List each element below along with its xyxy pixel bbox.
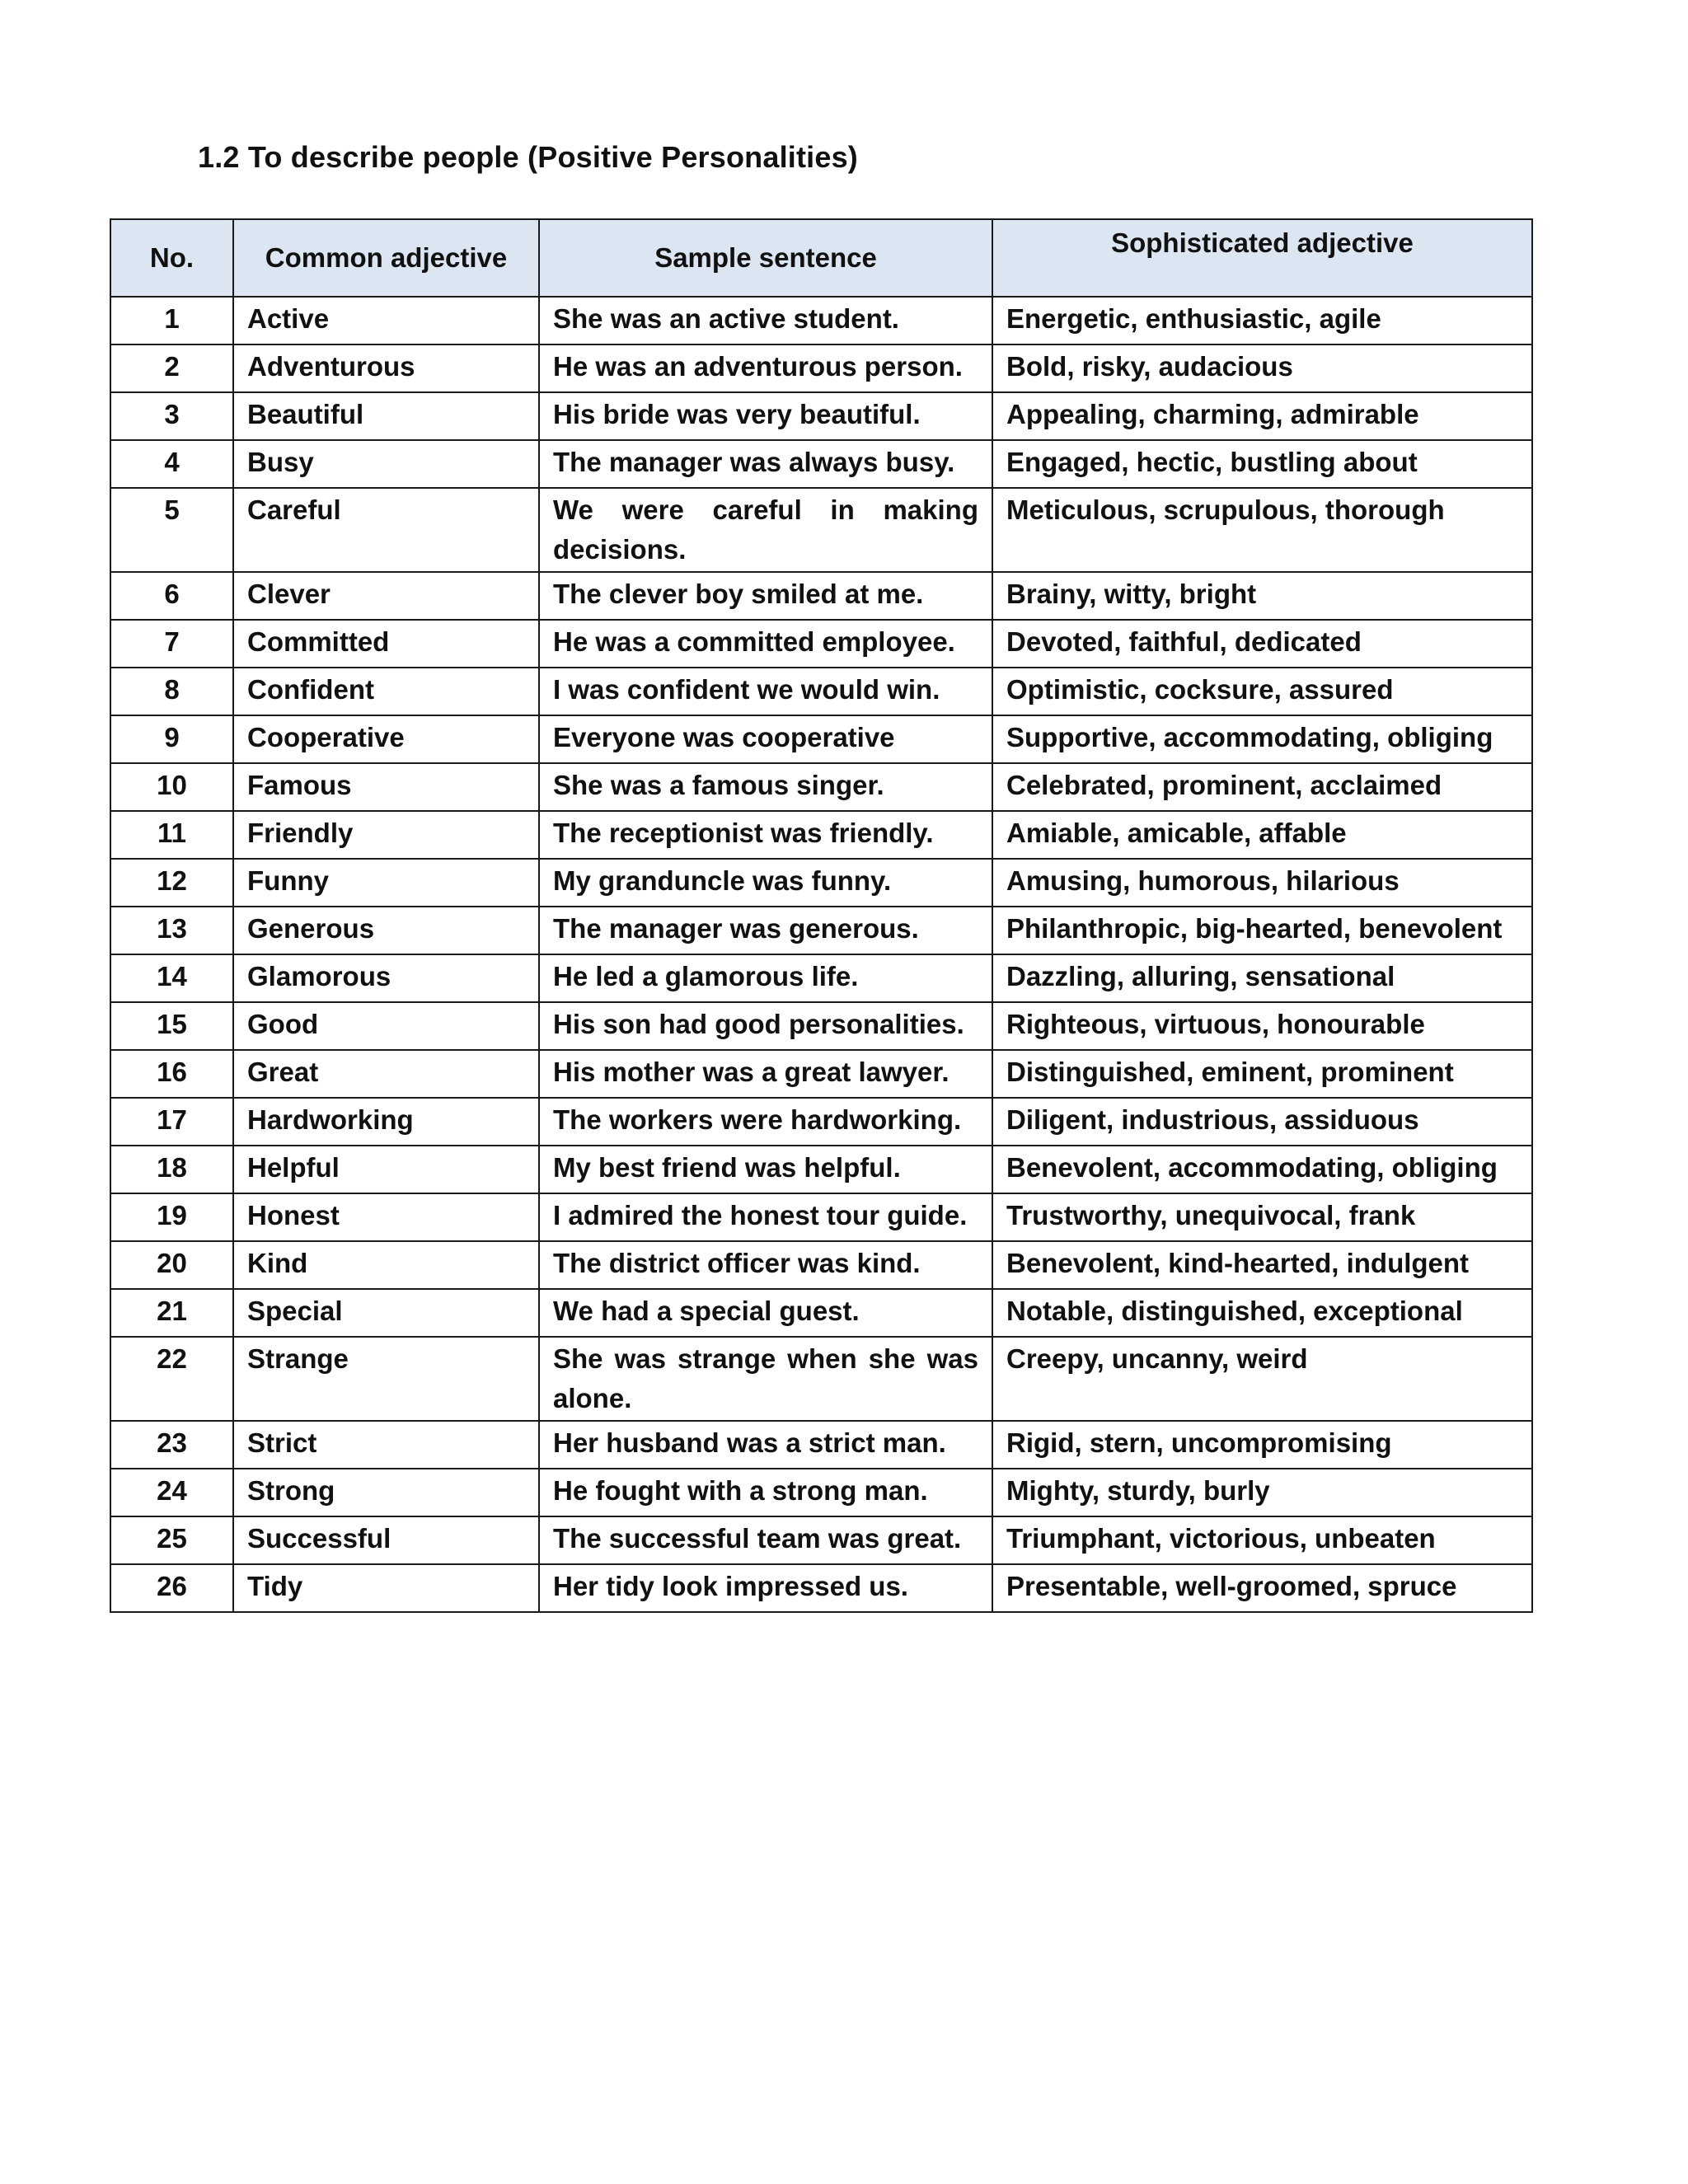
row-number: 13 [110,907,233,954]
row-number: 22 [110,1337,233,1421]
table-row [110,1050,1532,1098]
sample-sentence-cell: I was confident we would win. [539,668,992,715]
row-number: 11 [110,811,233,859]
sophisticated-adjective-cell: Amusing, humorous, hilarious [992,859,1532,907]
common-adjective-cell: Kind [233,1241,539,1289]
header-no: No. [110,219,233,297]
table-row [110,763,1532,811]
common-adjective-cell: Adventurous [233,344,539,392]
common-adjective-cell: Strict [233,1421,539,1469]
common-adjective-cell: Careful [233,488,539,572]
sample-sentence-cell: Everyone was cooperative [539,715,992,763]
sophisticated-adjective-cell: Dazzling, alluring, sensational [992,954,1532,1002]
common-adjective-cell: Helpful [233,1146,539,1193]
sample-sentence-cell: His bride was very beautiful. [539,392,992,440]
table-row [110,440,1532,488]
common-adjective-cell: Tidy [233,1564,539,1612]
common-adjective-cell: Honest [233,1193,539,1241]
header-sample-sentence: Sample sentence [539,219,992,297]
sample-sentence-cell: My best friend was helpful. [539,1146,992,1193]
table-header [110,219,1532,297]
sample-sentence-cell: The clever boy smiled at me. [539,572,992,620]
sample-sentence-cell: Her tidy look impressed us. [539,1564,992,1612]
table-row [110,1193,1532,1241]
header-row [110,219,1532,297]
row-number: 15 [110,1002,233,1050]
table-row [110,488,1532,572]
row-number: 19 [110,1193,233,1241]
common-adjective-cell: Hardworking [233,1098,539,1146]
sophisticated-adjective-cell: Bold, risky, audacious [992,344,1532,392]
row-number: 1 [110,297,233,344]
sample-sentence-cell: The workers were hardworking. [539,1098,992,1146]
table-row [110,1289,1532,1337]
row-number: 14 [110,954,233,1002]
sophisticated-adjective-cell: Distinguished, eminent, prominent [992,1050,1532,1098]
row-number: 5 [110,488,233,572]
sample-sentence-cell: She was strange when she was alone. [539,1337,992,1421]
table-row [110,1146,1532,1193]
table-row [110,1002,1532,1050]
row-number: 8 [110,668,233,715]
row-number: 4 [110,440,233,488]
table-row [110,1469,1532,1516]
header-common-adjective: Common adjective [233,219,539,297]
row-number: 10 [110,763,233,811]
row-number: 16 [110,1050,233,1098]
common-adjective-cell: Famous [233,763,539,811]
common-adjective-cell: Glamorous [233,954,539,1002]
common-adjective-cell: Good [233,1002,539,1050]
row-number: 24 [110,1469,233,1516]
sample-sentence-cell: He was a committed employee. [539,620,992,668]
table-row [110,392,1532,440]
sophisticated-adjective-cell: Mighty, sturdy, burly [992,1469,1532,1516]
sophisticated-adjective-cell: Benevolent, kind-hearted, indulgent [992,1241,1532,1289]
sophisticated-adjective-cell: Presentable, well-groomed, spruce [992,1564,1532,1612]
sample-sentence-cell: My granduncle was funny. [539,859,992,907]
sophisticated-adjective-cell: Benevolent, accommodating, obliging [992,1146,1532,1193]
sample-sentence-cell: I admired the honest tour guide. [539,1193,992,1241]
common-adjective-cell: Clever [233,572,539,620]
row-number: 25 [110,1516,233,1564]
table-row [110,907,1532,954]
sophisticated-adjective-cell: Diligent, industrious, assiduous [992,1098,1532,1146]
sophisticated-adjective-cell: Righteous, virtuous, honourable [992,1002,1532,1050]
row-number: 17 [110,1098,233,1146]
common-adjective-cell: Successful [233,1516,539,1564]
sophisticated-adjective-cell: Creepy, uncanny, weird [992,1337,1532,1421]
row-number: 6 [110,572,233,620]
sample-sentence-cell: He led a glamorous life. [539,954,992,1002]
table-row [110,715,1532,763]
common-adjective-cell: Cooperative [233,715,539,763]
table-row [110,1516,1532,1564]
sophisticated-adjective-cell: Engaged, hectic, bustling about [992,440,1532,488]
common-adjective-cell: Strange [233,1337,539,1421]
table-row [110,1241,1532,1289]
sample-sentence-cell: The manager was generous. [539,907,992,954]
table-row [110,1421,1532,1469]
sophisticated-adjective-cell: Energetic, enthusiastic, agile [992,297,1532,344]
sample-sentence-cell: His mother was a great lawyer. [539,1050,992,1098]
table-row [110,811,1532,859]
table-row [110,572,1532,620]
sophisticated-adjective-cell: Philanthropic, big-hearted, benevolent [992,907,1532,954]
table-row [110,344,1532,392]
table-row [110,859,1532,907]
sample-sentence-cell: The district officer was kind. [539,1241,992,1289]
common-adjective-cell: Confident [233,668,539,715]
sample-sentence-cell: Her husband was a strict man. [539,1421,992,1469]
sophisticated-adjective-cell: Amiable, amicable, affable [992,811,1532,859]
row-number: 18 [110,1146,233,1193]
table-row [110,620,1532,668]
table-row [110,668,1532,715]
common-adjective-cell: Special [233,1289,539,1337]
sample-sentence-cell: The successful team was great. [539,1516,992,1564]
sophisticated-adjective-cell: Supportive, accommodating, obliging [992,715,1532,763]
common-adjective-cell: Active [233,297,539,344]
common-adjective-cell: Busy [233,440,539,488]
row-number: 9 [110,715,233,763]
header-sophisticated-adjective: Sophisticated adjective [992,219,1532,297]
table-row [110,297,1532,344]
table-row [110,1564,1532,1612]
table-row [110,1337,1532,1421]
sophisticated-adjective-cell: Trustworthy, unequivocal, frank [992,1193,1532,1241]
common-adjective-cell: Funny [233,859,539,907]
common-adjective-cell: Generous [233,907,539,954]
sample-sentence-cell: The manager was always busy. [539,440,992,488]
sophisticated-adjective-cell: Rigid, stern, uncompromising [992,1421,1532,1469]
common-adjective-cell: Friendly [233,811,539,859]
row-number: 26 [110,1564,233,1612]
sample-sentence-cell: His son had good personalities. [539,1002,992,1050]
common-adjective-cell: Beautiful [233,392,539,440]
row-number: 3 [110,392,233,440]
sophisticated-adjective-cell: Meticulous, scrupulous, thorough [992,488,1532,572]
sample-sentence-cell: He fought with a strong man. [539,1469,992,1516]
sophisticated-adjective-cell: Devoted, faithful, dedicated [992,620,1532,668]
row-number: 20 [110,1241,233,1289]
sample-sentence-cell: He was an adventurous person. [539,344,992,392]
sample-sentence-cell: We were careful in making decisions. [539,488,992,572]
sample-sentence-cell: She was a famous singer. [539,763,992,811]
common-adjective-cell: Committed [233,620,539,668]
sophisticated-adjective-cell: Brainy, witty, bright [992,572,1532,620]
sophisticated-adjective-cell: Celebrated, prominent, acclaimed [992,763,1532,811]
row-number: 21 [110,1289,233,1337]
sophisticated-adjective-cell: Triumphant, victorious, unbeaten [992,1516,1532,1564]
sample-sentence-cell: The receptionist was friendly. [539,811,992,859]
sample-sentence-cell: She was an active student. [539,297,992,344]
sophisticated-adjective-cell: Notable, distinguished, exceptional [992,1289,1532,1337]
row-number: 23 [110,1421,233,1469]
adjective-table [110,218,1533,1613]
row-number: 2 [110,344,233,392]
page-title: 1.2 To describe people (Positive Personalities) [198,140,858,174]
table-row [110,954,1532,1002]
sophisticated-adjective-cell: Optimistic, cocksure, assured [992,668,1532,715]
table-body [110,297,1532,1612]
sample-sentence-cell: We had a special guest. [539,1289,992,1337]
common-adjective-cell: Great [233,1050,539,1098]
sophisticated-adjective-cell: Appealing, charming, admirable [992,392,1532,440]
table-row [110,1098,1532,1146]
row-number: 7 [110,620,233,668]
common-adjective-cell: Strong [233,1469,539,1516]
row-number: 12 [110,859,233,907]
